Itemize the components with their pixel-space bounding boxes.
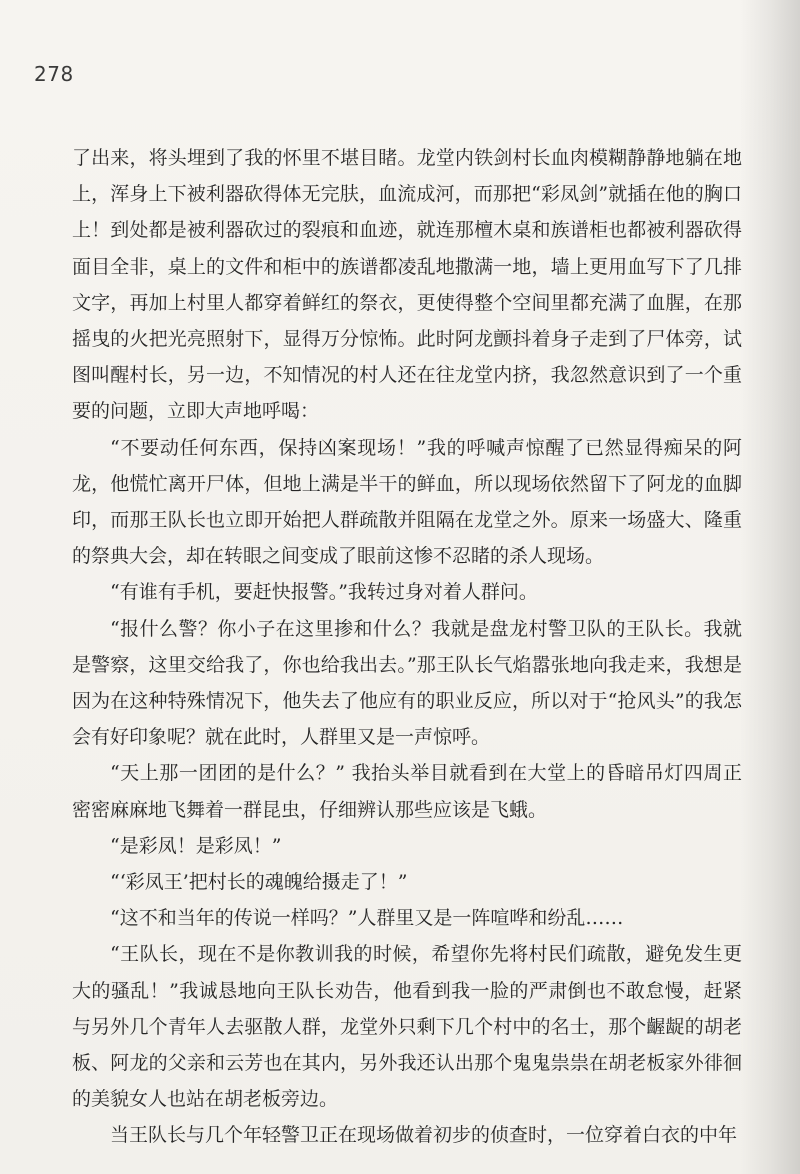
paragraph-9: “王队长，现在不是你教训我的时候，希望你先将村民们疏散，避免发生更大的骚乱！”我诚恳地向王队长劝告，他看到我一脸的严肃倒也不敢怠慢，赶紧与另外几个青年人去驱散人群，龙堂外只剩下几个村中的名士，那个齷龊的胡老板、阿龙的父亲和云芳也在其内，另外我还认出那个鬼鬼祟祟在胡老板家外徘徊的美貌女人也站在胡老板旁边。: [72, 943, 742, 1111]
paragraph-10: 当王队长与几个年轻警卫正在现场做着初步的侦查时，一位穿着白衣的中年: [110, 1124, 738, 1147]
paragraph-8: “这不和当年的传说一样吗？”人群里又是一阵喧哗和纷乱……: [110, 907, 624, 930]
paragraph-4: “报什么警？你小子在这里掺和什么？我就是盘龙村警卫队的王队长。我就是警察，这里交给我了，你也给我出去。”那王队长气焰嚣张地向我走来，我想是因为在这种特殊情况下，他失去了他应有的职业反应，所以对于“抢风头”的我怎会有好印象呢？就在此时，人群里又是一声惊呼。: [72, 617, 742, 749]
paragraph-1: 了出来，将头埋到了我的怀里不堪目睹。龙堂内铁剑村长血肉模糊静静地躺在地上，浑身上下被利器砍得体无完肤，血流成河，而那把“彩凤剑”就插在他的胸口上！到处都是被利器砍过的裂痕和血迹，就连那檀木桌和族谱柜也都被利器砍得面目全非，桌上的文件和柜中的族谱都凌乱地撒满一地，墙上更用血写下了几排文字，再加上村里人都穿着鲜红的祭衣，更使得整个空间里都充满了血腥，在那摇曳的火把光亮照射下，显得万分惊怖。此时阿龙颤抖着身子走到了尸体旁，试图叫醒村长，另一边，不知情况的村人还在往龙堂内挤，我忽然意识到了一个重要的问题，立即大声地呼喝：: [72, 147, 742, 423]
page-number: 278: [34, 62, 74, 86]
paragraph-7: “‘彩凤王’把村长的魂魄给摄走了！”: [110, 871, 408, 894]
paragraph-3: “有谁有手机，要赶快报警。”我转过身对着人群问。: [110, 581, 538, 604]
paragraph-6: “是彩凤！是彩凤！”: [110, 834, 282, 857]
body-text: [72, 140, 742, 1154]
paragraph-2: “不要动任何东西，保持凶案现场！”我的呼喊声惊醒了已然显得痴呆的阿龙，他慌忙离开尸体，但地上满是半干的鲜血，所以现场依然留下了阿龙的血脚印，而那王队长也立即开始把人群疏散并阻隔在龙堂之外。原来一场盛大、隆重的祭典大会，却在转眼之间变成了眼前这惨不忍睹的杀人现场。: [72, 436, 742, 568]
paragraph-5: “天上那一团团的是什么？” 我抬头举目就看到在大堂上的昏暗吊灯四周正密密麻麻地飞舞着一群昆虫，仔细辨认那些应该是飞蛾。: [72, 762, 742, 821]
